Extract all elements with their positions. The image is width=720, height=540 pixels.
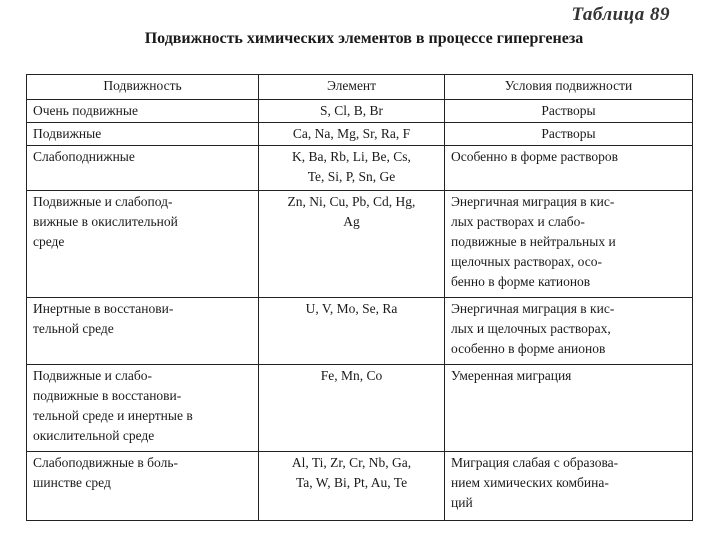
table-row (27, 298, 693, 365)
conditions-cell: Растворы (445, 100, 693, 123)
header-mobility: Подвижность (27, 75, 259, 100)
table-header-row (27, 75, 693, 100)
mobility-cell: Очень подвижные (27, 100, 259, 123)
mobility-cell: Подвижные и слабо- подвижные в восстанови- тельной среде и инертные в окислительной среде (27, 365, 259, 452)
conditions-cell: Растворы (445, 123, 693, 146)
mobility-cell: Подвижные (27, 123, 259, 146)
element-cell: Ca, Na, Mg, Sr, Ra, F (259, 123, 445, 146)
mobility-cell: Подвижные и слабопод- вижные в окислительной среде (27, 191, 259, 298)
element-cell: Fe, Mn, Co (259, 365, 445, 452)
header-conditions: Условия подвижности (445, 75, 693, 100)
element-cell: Zn, Ni, Cu, Pb, Cd, Hg, Ag (259, 191, 445, 298)
conditions-cell: Особенно в форме растворов (445, 146, 693, 191)
table-row (27, 365, 693, 452)
table-row (27, 146, 693, 191)
mobility-table (26, 74, 693, 521)
table-row (27, 123, 693, 146)
table-number: Таблица 89 (571, 4, 670, 25)
mobility-cell: Слабоподвижные в боль- шинстве сред (27, 452, 259, 521)
conditions-cell: Энергичная миграция в кис- лых растворах и слабо- подвижные в нейтральных и щелочных растворах, осо- бенно в форме катионов (445, 191, 693, 298)
element-cell: U, V, Mo, Se, Ra (259, 298, 445, 365)
mobility-cell: Инертные в восстанови- тельной среде (27, 298, 259, 365)
table-row (27, 452, 693, 521)
conditions-cell: Умеренная миграция (445, 365, 693, 452)
element-cell: Al, Ti, Zr, Cr, Nb, Ga, Ta, W, Bi, Pt, Au, Te (259, 452, 445, 521)
mobility-cell: Слабоподнижные (27, 146, 259, 191)
table-row (27, 191, 693, 298)
table-title: Подвижность химических элементов в процессе гипергенеза (144, 30, 584, 47)
element-cell: K, Ba, Rb, Li, Be, Cs, Te, Si, P, Sn, Ge (259, 146, 445, 191)
conditions-cell: Миграция слабая с образова- нием химических комбина- ций (445, 452, 693, 521)
conditions-cell: Энергичная миграция в кис- лых и щелочных растворах, особенно в форме анионов (445, 298, 693, 365)
table-row (27, 100, 693, 123)
element-cell: S, Cl, B, Br (259, 100, 445, 123)
header-element: Элемент (259, 75, 445, 100)
